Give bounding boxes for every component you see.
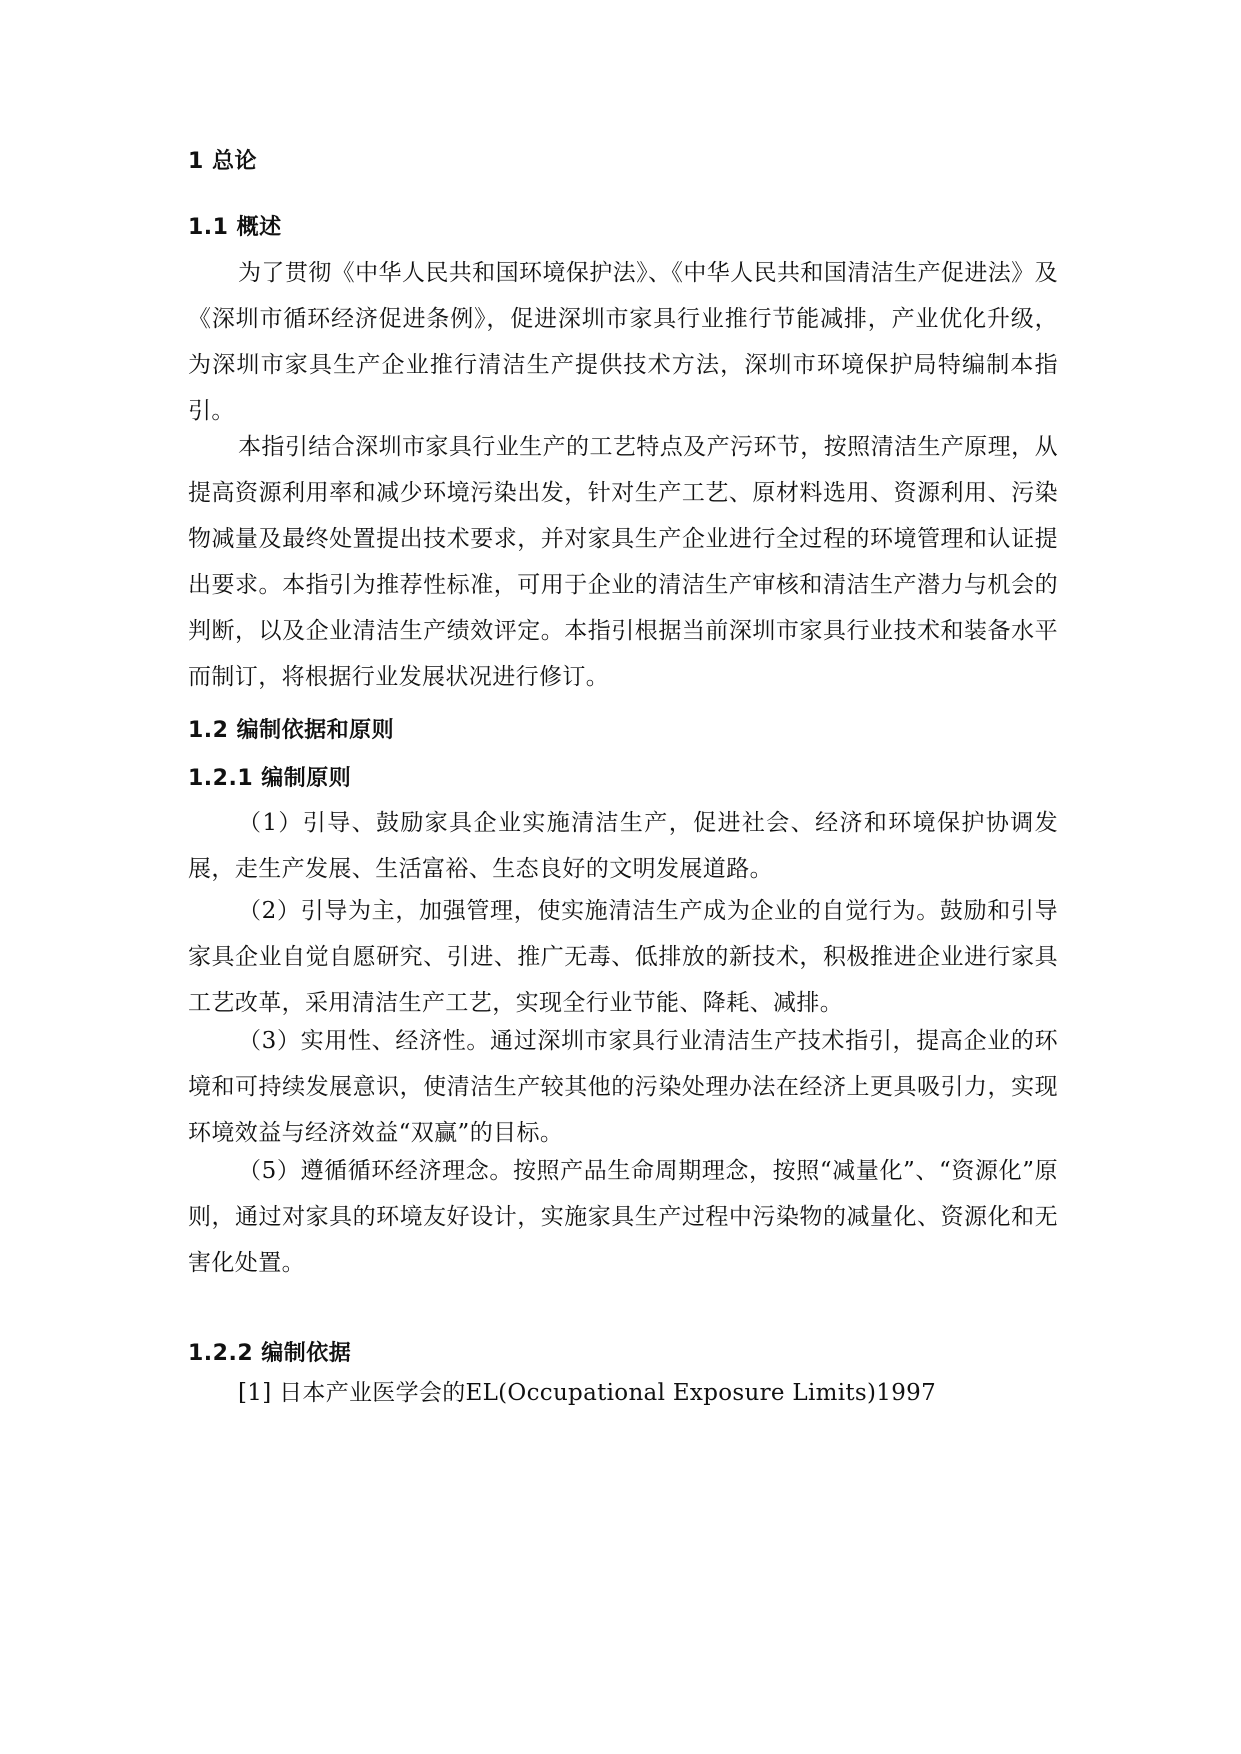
principle-item-1: （1）引导、鼓励家具企业实施清洁生产，促进社会、经济和环境保护协调发展，走生产发展、生活富裕、生态良好的文明发展道路。 — [188, 810, 1058, 882]
paragraph-scope: 本指引结合深圳市家具行业生产的工艺特点及产污环节，按照清洁生产原理，从提高资源利用率和减少环境污染出发，针对生产工艺、原材料选用、资源利用、污染物减量及最终处置提出技术要求，并对家具生产企业进行全过程的环境管理和认证提出要求。本指引为推荐性标准，可用于企业的清洁生产审核和清洁生产潜力与机会的判断，以及企业清洁生产绩效评定。本指引根据当前深圳市家具行业技术和装备水平而制订，将根据行业发展状况进行修订。 — [188, 434, 1058, 690]
section-heading-overview: 1.1 概述 — [188, 215, 282, 240]
reference-item-1: [1] 日本产业医学会的EL(Occupational Exposure Limits)1997 — [238, 1380, 937, 1406]
subsection-heading-basis: 1.2.2 编制依据 — [188, 1341, 352, 1366]
subsection-heading-principles: 1.2.1 编制原则 — [188, 766, 352, 791]
chapter-heading: 1 总论 — [188, 149, 257, 174]
principle-item-3: （3）实用性、经济性。通过深圳市家具行业清洁生产技术指引，提高企业的环境和可持续发展意识，使清洁生产较其他的污染处理办法在经济上更具吸引力，实现环境效益与经济效益“双赢”的目标。 — [188, 1028, 1058, 1146]
principle-item-5: （5）遵循循环经济理念。按照产品生命周期理念，按照“减量化”、“资源化”原则，通过对家具的环境友好设计，实施家具生产过程中污染物的减量化、资源化和无害化处置。 — [188, 1158, 1058, 1276]
principle-item-2: （2）引导为主，加强管理，使实施清洁生产成为企业的自觉行为。鼓励和引导家具企业自觉自愿研究、引进、推广无毒、低排放的新技术，积极推进企业进行家具工艺改革，采用清洁生产工艺，实现全行业节能、降耗、减排。 — [188, 898, 1058, 1016]
section-heading-basis-principles: 1.2 编制依据和原则 — [188, 718, 395, 743]
paragraph-purpose: 为了贯彻《中华人民共和国环境保护法》、《中华人民共和国清洁生产促进法》及《深圳市循环经济促进条例》，促进深圳市家具行业推行节能减排，产业优化升级，为深圳市家具生产企业推行清洁生产提供技术方法，深圳市环境保护局特编制本指引。 — [188, 260, 1058, 424]
